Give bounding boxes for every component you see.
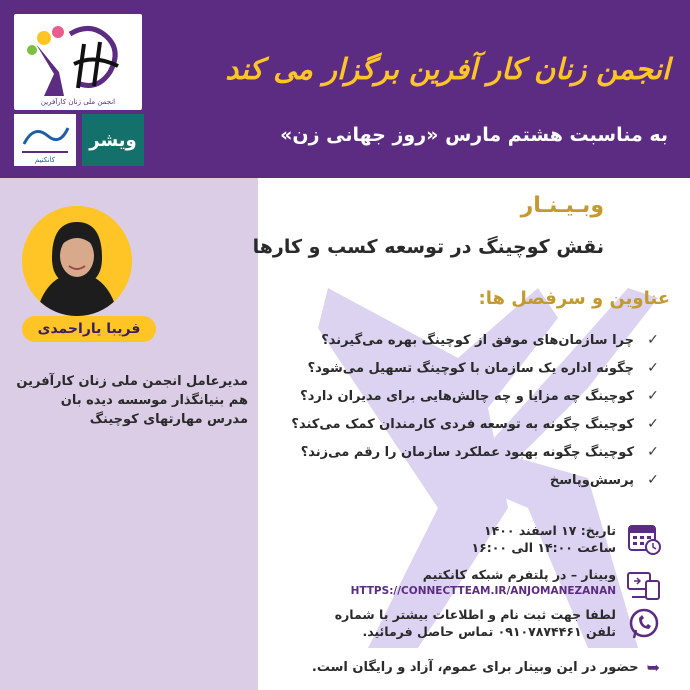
list-item <box>280 354 660 382</box>
register-line: تلفن ۰۹۱۰۷۸۷۴۴۶۱ تماس حاصل فرمائید. <box>362 624 616 639</box>
check-icon: ✓ <box>647 332 659 348</box>
speaker-bio-line: مدیرعامل انجمن ملی زنان کارآفرین <box>16 374 248 389</box>
register-block <box>335 606 616 640</box>
date-time-block <box>471 522 616 556</box>
list-item-text: پرسش‌وپاسخ <box>549 472 634 488</box>
register-line: لطفا جهت ثبت نام و اطلاعات بیشتر با شماره <box>334 607 616 622</box>
platform-block <box>351 566 616 600</box>
vishar-logo <box>82 114 144 166</box>
platform-line: وبینار – در پلتفرم شبکه کانکتیم <box>422 567 616 582</box>
check-icon: ✓ <box>647 472 659 488</box>
speaker-bio-line: هم بنیانگذار موسسه دیده بان <box>60 393 248 408</box>
list-item-text: کوچینگ چگونه به توسعه فردی کارمندان کمک می‌کند؟ <box>291 416 634 432</box>
footer-note <box>312 658 660 677</box>
list-item <box>280 466 660 494</box>
topic-list <box>280 326 660 494</box>
header-subtitle: به مناسبت هشتم مارس «روز جهانی زن» <box>280 124 668 146</box>
reply-arrow-icon: ➥ <box>646 658 660 677</box>
speaker-bio-line: مدرس مهارتهای کوچینگ <box>89 412 248 427</box>
check-icon: ✓ <box>647 416 659 432</box>
check-icon: ✓ <box>647 388 659 404</box>
logo-small-a-caption: کانکتیم <box>34 156 56 164</box>
list-item <box>280 410 660 438</box>
list-item <box>280 326 660 354</box>
time-line: ساعت ۱۴:۰۰ الی ۱۶:۰۰ <box>471 540 616 555</box>
list-item <box>280 438 660 466</box>
whatsapp-icon <box>626 606 662 642</box>
logo-main-caption: انجمن ملی زنان کارآفرین <box>40 98 116 106</box>
header-title: انجمن زنان کار آفرین برگزار می کند <box>225 52 670 86</box>
calendar-icon <box>626 520 662 556</box>
check-icon: ✓ <box>647 360 659 376</box>
speaker-name: فریبا یاراحمدی <box>37 321 141 337</box>
association-logo <box>14 14 142 110</box>
headings-title: عناوین و سرفصل ها: <box>478 288 670 309</box>
list-item-text: چگونه اداره یک سازمان با کوچینگ تسهیل می‌شود؟ <box>307 360 634 376</box>
speaker-bio <box>16 372 248 429</box>
webinar-topic: نقش کوچینگ در توسعه کسب و کارها <box>252 236 604 258</box>
list-item <box>280 382 660 410</box>
speaker-portrait <box>22 206 132 316</box>
footer-text: حضور در این وبینار برای عموم، آزاد و رایگان است. <box>311 660 639 675</box>
vishar-logo-text: ویشر <box>89 129 137 151</box>
platform-icon <box>626 567 662 603</box>
registration-link[interactable]: HTTPS://CONNECTTEAM.IR/ANJOMANEZANAN <box>350 585 616 597</box>
list-item-text: کوچینگ چگونه بهبود عملکرد سازمان را رقم می‌زند؟ <box>300 444 634 460</box>
connectteam-logo <box>14 114 76 166</box>
check-icon: ✓ <box>647 444 659 460</box>
webinar-label: وبـیـنـار <box>520 193 604 218</box>
list-item-text: کوچینگ چه مزایا و چه چالش‌هایی برای مدیران دارد؟ <box>300 388 634 404</box>
speaker-name-badge <box>22 316 156 342</box>
date-line: تاریخ: ۱۷ اسفند ۱۴۰۰ <box>483 523 616 538</box>
list-item-text: چرا سازمان‌های موفق از کوچینگ بهره می‌گیرند؟ <box>321 332 634 348</box>
